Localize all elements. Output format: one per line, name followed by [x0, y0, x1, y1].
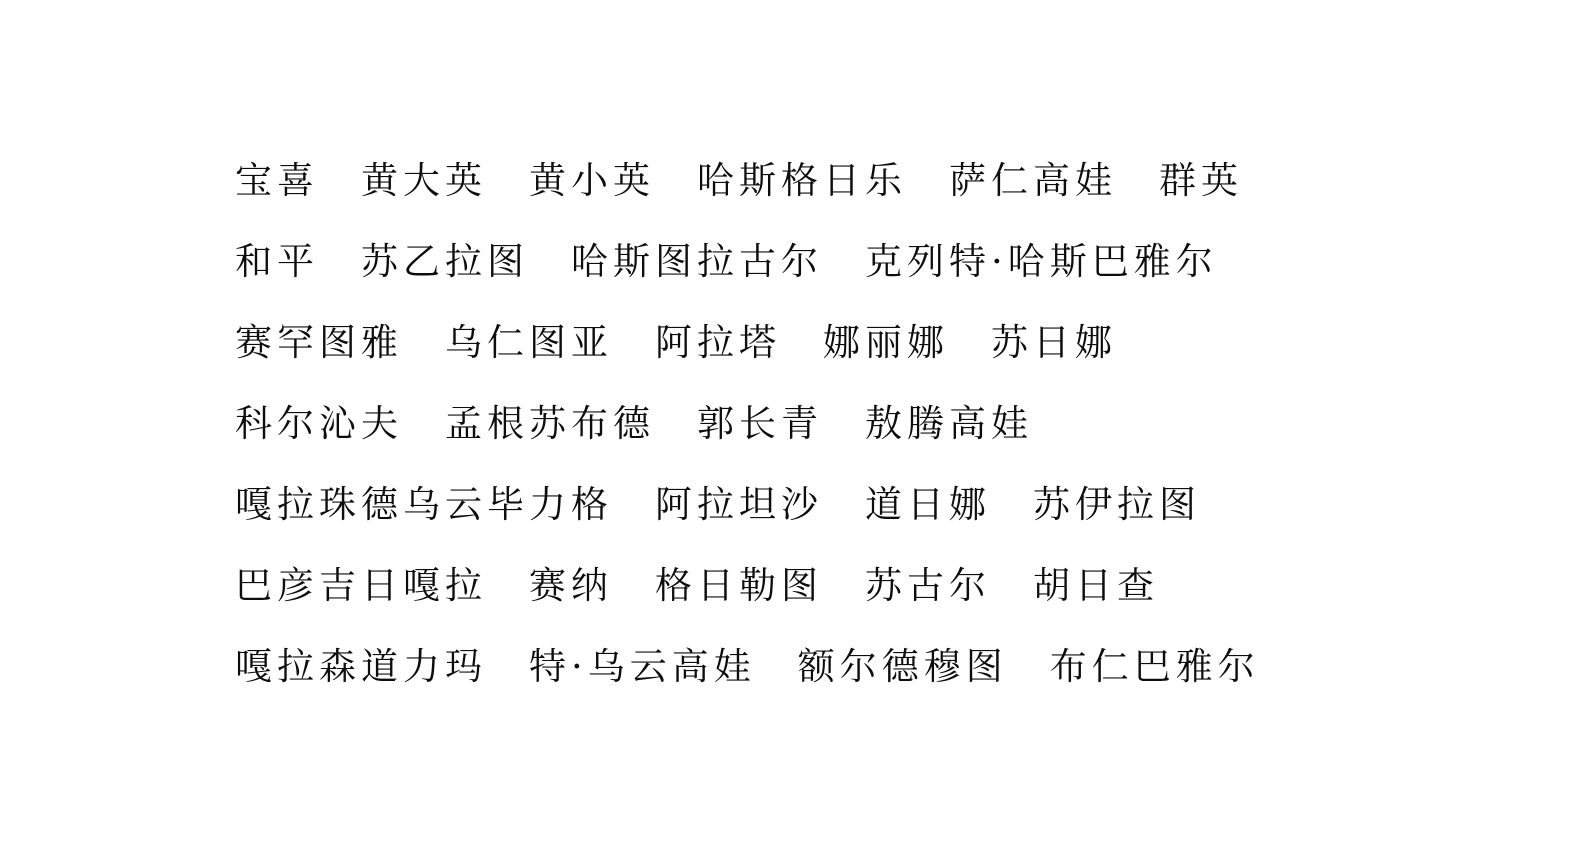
name-list-line: 科尔沁夫 孟根苏布德 郭长青 敖腾高娃 — [235, 402, 1033, 445]
name-list-line: 宝喜 黄大英 黄小英 哈斯格日乐 萨仁高娃 群英 — [235, 159, 1243, 202]
name-list-line: 和平 苏乙拉图 哈斯图拉古尔 克列特·哈斯巴雅尔 — [235, 240, 1218, 283]
name-list-line: 嘎拉珠德乌云毕力格 阿拉坦沙 道日娜 苏伊拉图 — [235, 483, 1201, 526]
name-list-line: 嘎拉森道力玛 特·乌云高娃 额尔德穆图 布仁巴雅尔 — [235, 645, 1260, 688]
name-list — [235, 140, 1415, 707]
name-list-line: 巴彦吉日嘎拉 赛纳 格日勒图 苏古尔 胡日查 — [235, 564, 1159, 607]
name-list-line: 赛罕图雅 乌仁图亚 阿拉塔 娜丽娜 苏日娜 — [235, 321, 1117, 364]
